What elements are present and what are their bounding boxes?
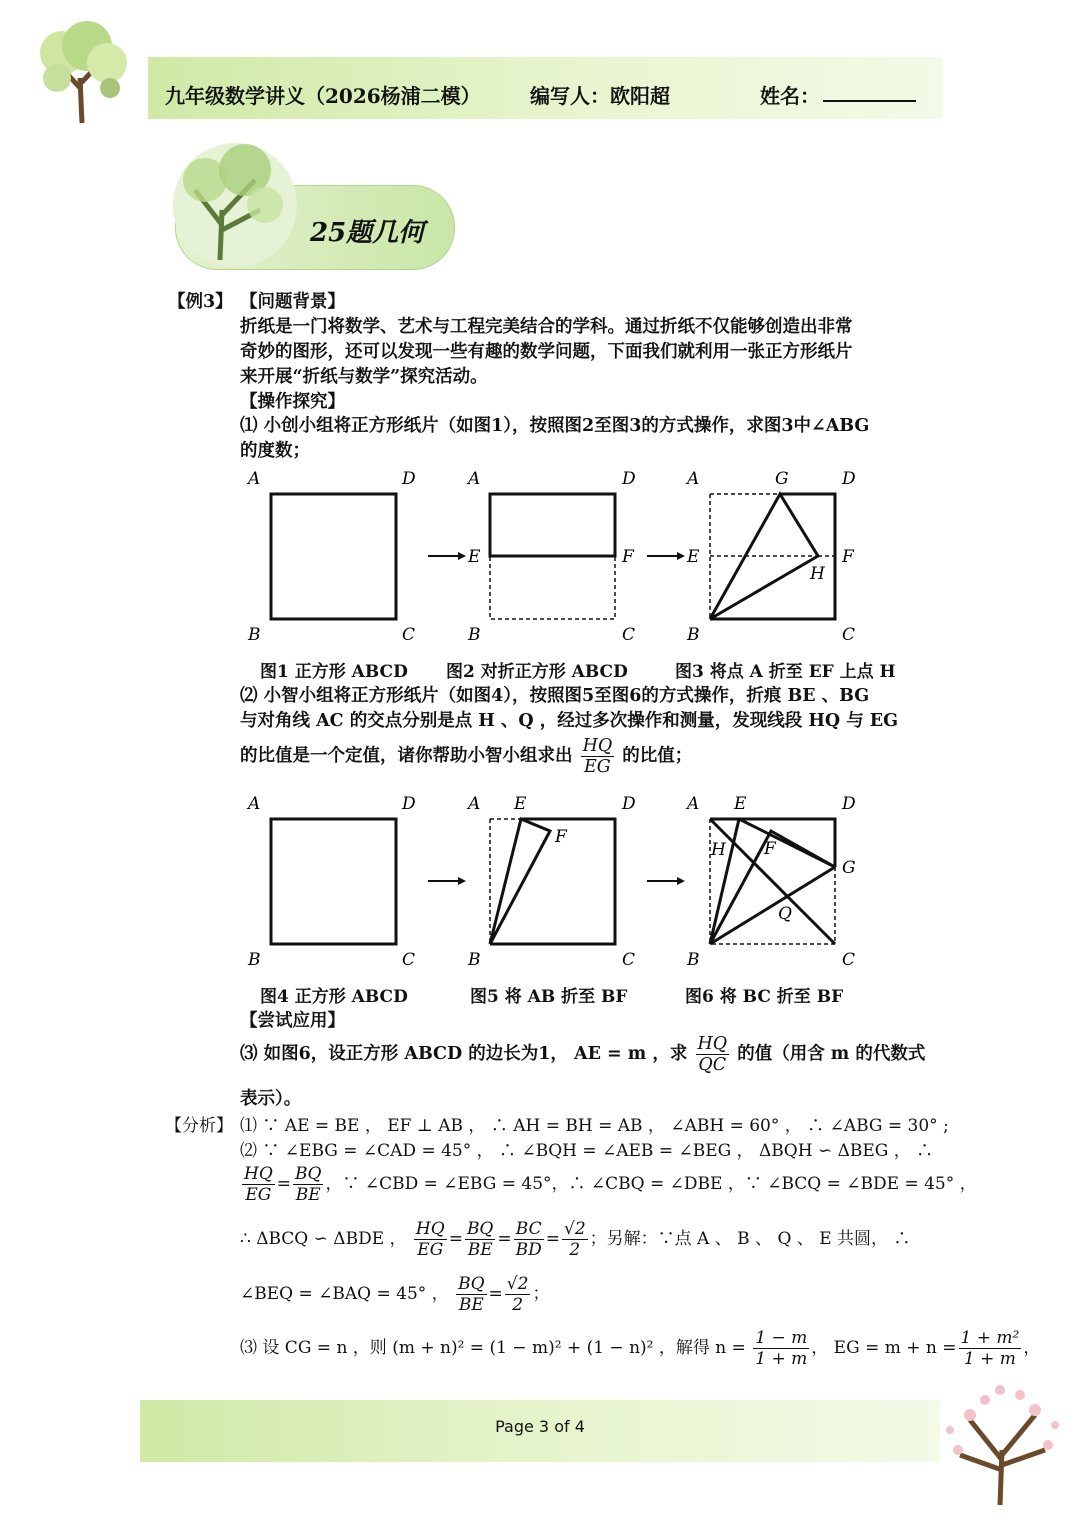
fig6-label-F: F (764, 839, 776, 859)
operation-heading: 【操作探究】 (240, 392, 345, 412)
fig4-label-D: D (402, 794, 416, 814)
try-heading: 【尝试应用】 (240, 1011, 345, 1031)
background-line-3: 来开展“折纸与数学”探究活动。 (240, 367, 488, 387)
fig2-label-E: E (468, 547, 481, 567)
fig2-label-D: D (622, 469, 636, 489)
fig6-label-Q: Q (778, 904, 792, 924)
analysis-line-1: ⑴ ∵ AE = BE ， EF ⊥ AB ， ∴ AH = BH = AB ， ∠ABH = 60° ， ∴ ∠ABG = 30° ; (240, 1116, 949, 1136)
question-1-line-1: ⑴ 小创小组将正方形纸片（如图1），按照图2至图3的方式操作，求图3中∠ABG (240, 416, 870, 436)
background-line-1: 折纸是一门将数学、艺术与工程完美结合的学科。通过折纸不仅能够创造出非常 (240, 317, 853, 337)
question-3-line-2: 表示）。 (240, 1089, 302, 1109)
fig4-label-A: A (248, 794, 261, 814)
fig4-label-C: C (402, 950, 416, 970)
background-heading: 【问题背景】 (240, 292, 345, 312)
ratio-hq-qc: $\frac{HQ}{QC}$ (697, 1034, 728, 1075)
fig1-label-A: A (248, 469, 261, 489)
analysis-label: 【分析】 (165, 1116, 233, 1136)
analysis-line-4: ∴ ΔBCQ ∽ ΔBDE ， $\frac{HQ}{EG}$ = $\frac{BQ}{BE}$ = $\frac{BC}{BD}$ = $\frac{√2}{2}$ ；另解：∵点 A 、 B 、 Q 、 E 共圆， ∴ (240, 1219, 911, 1260)
fig3-label-A: A (687, 469, 700, 489)
ratio-hq-eg: $\frac{HQ}{EG}$ (582, 736, 613, 777)
fig2-caption: 图2 对折正方形 ABCD (446, 662, 628, 682)
fig6-caption: 图6 将 BC 折至 BF (685, 987, 844, 1007)
fig2-half (490, 494, 615, 556)
fig6-label-G: G (842, 858, 856, 878)
section-title: 25题几何 (310, 218, 425, 248)
fig5-label-C: C (622, 950, 636, 970)
fig5-label-E: E (514, 794, 527, 814)
fig1-label-B: B (248, 625, 261, 645)
fig5-label-B: B (468, 950, 481, 970)
fig6-label-E: E (734, 794, 747, 814)
fig3-label-F: F (842, 547, 854, 567)
analysis-line-6: ⑶ 设 CG = n ，则 (m + n)² = (1 − m)² + (1 − n)² ，解得 n = $\frac{1 - m}{1 + m}$ ， EG = m + n = $\frac{\text{1 + m²}}{1 + m}$ ， (240, 1328, 1041, 1369)
page-number: Page 3 of 4 (495, 1417, 585, 1436)
analysis-line-5: ∠BEQ = ∠BAQ = 45° ， $\frac{BQ}{BE}$ = $\frac{√2}{2}$ ； (240, 1274, 550, 1315)
question-2-line-3: 的比值是一个定值，诸你帮助小智小组求出 $\frac{HQ}{EG}$ 的比值； (240, 736, 693, 777)
name-blank (823, 100, 916, 102)
question-1-line-2: 的度数； (240, 441, 310, 461)
fig4-label-B: B (248, 950, 261, 970)
tree-logo-icon (22, 18, 142, 128)
background-line-2: 奇妙的图形，还可以发现一些有趣的数学问题，下面我们就利用一张正方形纸片 (240, 342, 853, 362)
fig1-square (271, 494, 396, 619)
fig2-dashed-half (490, 556, 615, 619)
fig3-label-G: G (775, 469, 789, 489)
fig3-label-B: B (687, 625, 700, 645)
question-2-line-2: 与对角线 AC 的交点分别是点 H 、Q ，经过多次操作和测量，发现线段 HQ 与 EG (240, 711, 899, 731)
fig1-label-D: D (402, 469, 416, 489)
fig6-label-H: H (711, 840, 726, 860)
header-title: 九年级数学讲义（2026杨浦二模） (165, 84, 481, 108)
figure-row-1 (240, 462, 920, 652)
fig3-label-C: C (842, 625, 856, 645)
header-name-label: 姓名： (760, 84, 820, 108)
fig4-square (271, 819, 396, 944)
analysis-line-2: ⑵ ∵ ∠EBG = ∠CAD = 45° ， ∴ ∠BQH = ∠AEB = ∠BEG ， ΔBQH ∽ ΔBEG ， ∴ (240, 1141, 934, 1161)
fig5-label-A: A (468, 794, 481, 814)
tree-illustration-icon (160, 130, 310, 270)
fig2-label-B: B (468, 625, 481, 645)
fig3-caption: 图3 将点 A 折至 EF 上点 H (675, 662, 896, 682)
question-3-line-1: ⑶ 如图6，设正方形 ABCD 的边长为1， AE = m ，求 $\frac{HQ}{QC}$ 的值（用含 m 的代数式 (240, 1034, 926, 1075)
fig5-label-D: D (622, 794, 636, 814)
example-label: 【例3】 (168, 292, 233, 312)
fig5-fold (490, 819, 550, 944)
fig5-label-F: F (555, 827, 567, 847)
fig5-caption: 图5 将 AB 折至 BF (470, 987, 628, 1007)
header-author: 编写人：欧阳超 (530, 84, 670, 108)
fig2-label-C: C (622, 625, 636, 645)
fig6-label-B: B (687, 950, 700, 970)
fig1-label-C: C (402, 625, 416, 645)
blossom-tree-icon (930, 1360, 1070, 1510)
fig6-label-D: D (842, 794, 856, 814)
fig3-label-H: H (810, 564, 825, 584)
question-2-line-1: ⑵ 小智小组将正方形纸片（如图4），按照图5至图6的方式操作，折痕 BE 、BG (240, 686, 870, 706)
fig3-label-E: E (687, 547, 700, 567)
fig6-label-A: A (687, 794, 700, 814)
fig3-label-D: D (842, 469, 856, 489)
fig4-caption: 图4 正方形 ABCD (260, 987, 408, 1007)
figure-row-2 (240, 787, 920, 977)
fig1-caption: 图1 正方形 ABCD (260, 662, 408, 682)
fig6-diagonal (710, 819, 835, 944)
analysis-line-3: $\frac{HQ}{EG}$ = $\frac{BQ}{BE}$ ，∵ ∠CBD = ∠EBG = 45°，∴ ∠CBQ = ∠DBE ，∵ ∠BCQ = ∠BDE = 45° ， (244, 1164, 977, 1205)
fig2-label-A: A (468, 469, 481, 489)
fig2-label-F: F (622, 547, 634, 567)
fig6-label-C: C (842, 950, 856, 970)
